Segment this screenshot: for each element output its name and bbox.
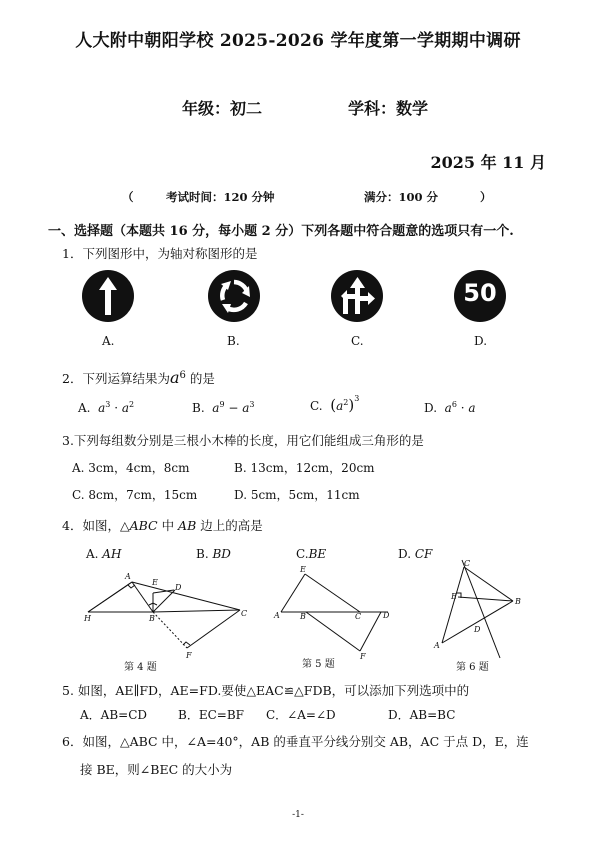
sign-d-text: 50 (463, 279, 497, 307)
q3-option-a: A. 3cm，4cm，8cm (72, 461, 190, 475)
q5-option-b: B．EC=BF (178, 708, 244, 722)
fig4-label-d: D (175, 583, 182, 592)
q6-stem-line1: 6．如图，△ABC 中，∠A=40°，AB 的垂直平分线分别交 AB，AC 于点 D，E，连 (62, 734, 529, 749)
fig4-label-f: F (186, 651, 192, 660)
caption-fig6: 第 6 题 (456, 662, 489, 673)
fig4-label-c: C (241, 609, 248, 618)
q3-stem: 3.下列每组数分别是三根小木棒的长度，用它们能组成三角形的是 (62, 433, 424, 448)
fig4-label-b: B (149, 614, 155, 623)
fig5-label-a: A (274, 611, 280, 620)
q1-label-b: B. (227, 334, 240, 348)
fig4-label-a: A (125, 572, 131, 581)
fig6-label-b: B (515, 597, 521, 606)
subject-label: 学科：数学 (348, 99, 429, 118)
q5-option-a: A．AB=CD (80, 708, 148, 722)
exam-time: 考试时间：120 分钟 (166, 190, 275, 204)
q3-option-c: C. 8cm，7cm，15cm (72, 488, 198, 502)
fig4-label-h: H (84, 614, 91, 623)
q2-option-b: B. $a^9 - a^3$ (192, 400, 255, 415)
section-heading: 一、选择题（本题共 16 分，每小题 2 分）下列各题中符合题意的选项只有一个. (48, 224, 514, 239)
paren-close: ） (480, 190, 492, 204)
fig5-label-b: B (300, 612, 306, 621)
exam-title: 人大附中朝阳学校 2025-2026 学年度第一学期期中调研 (75, 31, 521, 51)
caption-fig4: 第 4 题 (124, 662, 157, 673)
q6-stem-line2: 接 BE，则∠BEC 的大小为 (80, 762, 233, 777)
grade-label: 年级：初二 (182, 99, 263, 118)
q2-stem: 2．下列运算结果为$a^6$ 的是 (62, 368, 215, 387)
q4-option-a: A. AH (86, 547, 122, 561)
fig4-label-e: E (152, 578, 158, 587)
q1-label-a: A. (102, 334, 115, 348)
fig6-label-c: C (464, 559, 471, 568)
q4-option-d: D. CF (398, 547, 433, 561)
q1-label-d: D. (474, 334, 488, 348)
caption-fig5: 第 5 题 (302, 659, 335, 670)
q3-option-d: D. 5cm，5cm，11cm (234, 488, 360, 502)
q1-stem: 1．下列图形中，为轴对称图形的是 (62, 246, 258, 261)
fig5-label-d: D (383, 611, 390, 620)
q4-option-c: C.BE (296, 547, 327, 561)
fig6-label-e: E (451, 592, 457, 601)
q5-option-d: D．AB=BC (388, 708, 456, 722)
fig5-label-f: F (360, 652, 366, 661)
q4-stem: 4．如图，△ABC 中 AB 边上的高是 (62, 518, 263, 533)
q2-option-c: C. $(a^2)^3$ (310, 394, 360, 414)
page-number: -1- (292, 810, 304, 820)
q3-option-b: B. 13cm，12cm，20cm (234, 461, 375, 475)
fig5-label-e: E (300, 565, 306, 574)
fig6-label-a: A (434, 641, 440, 650)
q5-stem: 5. 如图，AE∥FD，AE=FD.要使△EAC≌△FDB，可以添加下列选项中的 (62, 683, 470, 698)
exam-date: 2025 年 11 月 (430, 153, 546, 172)
q1-label-c: C. (351, 334, 364, 348)
q4-option-b: B. BD (196, 547, 231, 561)
paren-open: （ (122, 190, 134, 204)
q5-option-c: C．∠A=∠D (266, 708, 336, 722)
fig5-label-c: C (355, 612, 362, 621)
full-score: 满分：100 分 (364, 190, 439, 204)
q2-option-a: A. $a^3 \cdot a^2$ (78, 400, 135, 415)
q2-option-d: D. $a^6 \cdot a$ (424, 400, 476, 415)
fig6-label-d: D (474, 625, 481, 634)
